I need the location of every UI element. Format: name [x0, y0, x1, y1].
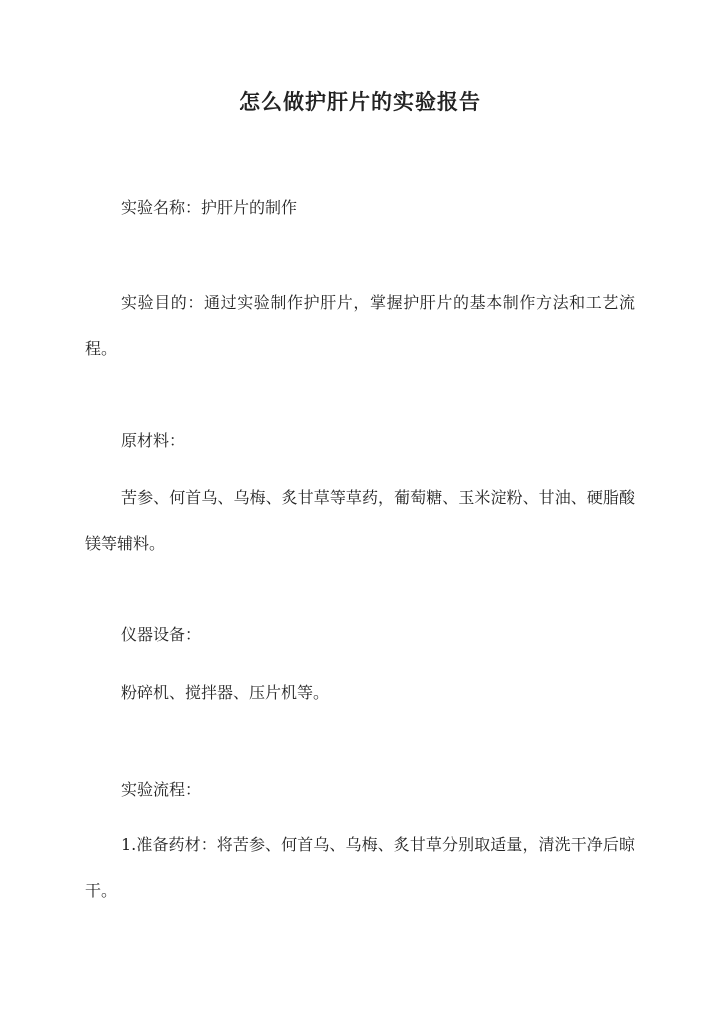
- materials-heading: 原材料：: [121, 431, 186, 450]
- experiment-purpose-paragraph: 实验目的：通过实验制作护肝片，掌握护肝片的基本制作方法和工艺流程。: [85, 293, 635, 358]
- equipment-heading: 仪器设备：: [121, 625, 202, 644]
- equipment-paragraph: 粉碎机、搅拌器、压片机等。: [121, 683, 330, 702]
- procedure-heading: 实验流程：: [121, 780, 202, 799]
- experiment-name-paragraph: 实验名称：护肝片的制作: [121, 198, 298, 217]
- document-title: 怎么做护肝片的实验报告: [239, 89, 481, 114]
- procedure-step-1: 1.准备药材：将苦参、何首乌、乌梅、炙甘草分别取适量，清洗干净后晾干。: [85, 835, 635, 900]
- materials-paragraph: 苦参、何首乌、乌梅、炙甘草等草药，葡萄糖、玉米淀粉、甘油、硬脂酸镁等辅料。: [85, 488, 635, 553]
